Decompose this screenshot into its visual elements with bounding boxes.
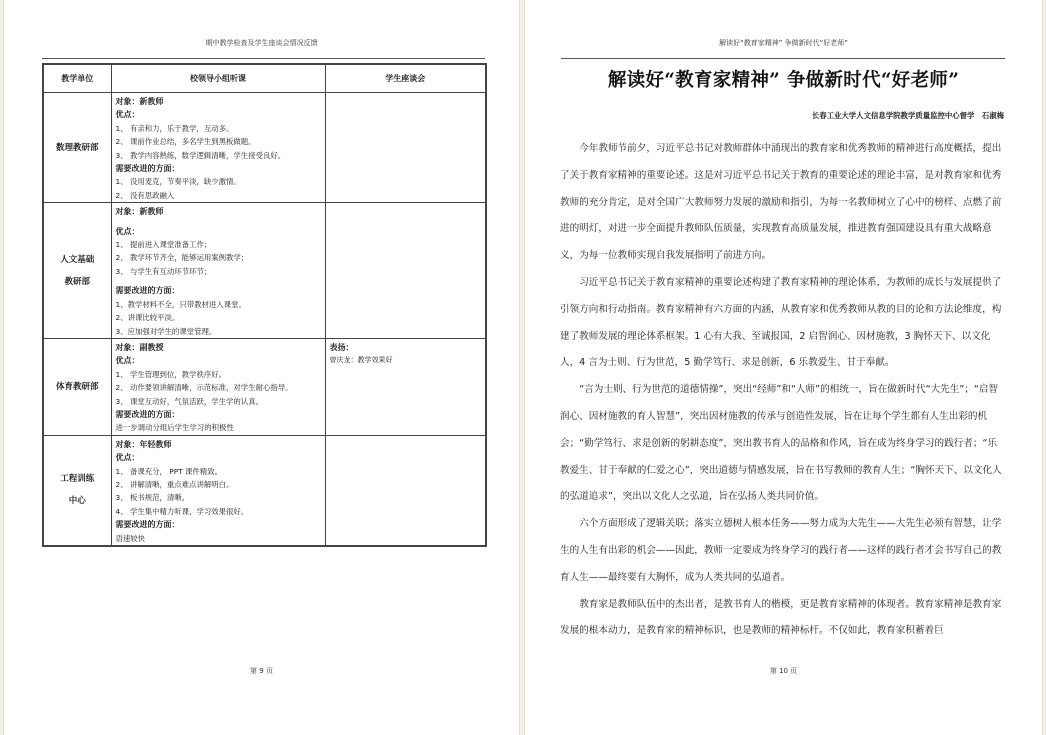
teaching-unit-name: 教研部	[64, 276, 90, 287]
article-paragraph: 六个方面形成了逻辑关联；落实立德树人根本任务——努力成为大先生——大先生必须有智慧，让学生的人生有出彩的机会——因此，教师一定要成为终身学习的践行者——这样的践行者才会书写自己的教育人生——最终要有大胸怀，成为人类共同的弘道者。	[560, 518, 1002, 583]
observation-target: 对象：副教授	[115, 342, 164, 352]
student-forum-cell	[325, 203, 486, 339]
teaching-unit-name: 数理教研部	[55, 142, 99, 153]
improvement-item: 进一步调动分组后学生学习的积极性	[115, 423, 234, 433]
teaching-unit-cell	[43, 93, 111, 203]
improvement-item: 2、讲课比较平淡。	[115, 313, 180, 323]
article-paragraph: 教育家是教师队伍中的杰出者，是教书育人的楷模，更是教育家精神的体现者。教育家精神是教育家发展的根本动力，是教育家的精神标识，也是教师的精神标杆。不仅如此，教育家积蓄着巨	[560, 598, 1002, 637]
lesson-observation-cell	[111, 93, 325, 203]
table-header-row	[43, 64, 486, 93]
improvement-item: 2、 没有思政融入	[115, 190, 175, 200]
strength-item: 2、 讲解清晰，重点难点讲解明白。	[115, 479, 234, 489]
improvements-label: 需要改进的方面：	[115, 409, 180, 419]
article-author: 长春工业大学人文信息学院教学质量监控中心督学 石淑梅	[811, 111, 1004, 120]
header-rule-right	[561, 58, 1005, 59]
observation-target: 对象：新教师	[115, 207, 164, 217]
article-paragraph: 习近平总书记关于教育家精神的重要论述构建了教育家精神的理论体系，为教师的成长与发展提供了引领方向和行动指南。教育家精神有六方面的内涵，从教育家和优秀教师从教的目的论和方法论维度，构建了教师发展的理论体系框架。1 心有大我、至诚报国，2 启智润心、因材施教，3 胸怀天下、以文化人，4 言为士则、行为世范，5 勤学笃行、求是创新，6 乐教爱生、甘于奉献。	[560, 276, 1002, 369]
improvement-item: 语速较快	[115, 533, 146, 543]
teaching-unit-cell	[43, 203, 111, 339]
student-forum-cell	[325, 93, 486, 203]
student-forum-cell	[325, 338, 486, 435]
teaching-unit-name: 中心	[68, 496, 86, 507]
observation-target: 对象：年轻教师	[115, 439, 172, 449]
table-row	[43, 93, 486, 203]
strength-item: 3、 教学内容熟练，数学逻辑清晰，学生接受良好。	[115, 150, 286, 160]
lesson-observation-cell	[111, 203, 325, 339]
teaching-unit-cell	[43, 435, 111, 546]
strength-item: 2、 动作要领讲解清晰，示范标准，对学生耐心指导。	[115, 383, 293, 393]
strength-item: 1、 提前进入课堂准备工作；	[115, 240, 212, 250]
improvements-label: 需要改进的方面：	[115, 520, 180, 530]
strength-item: 4、 学生集中精力听课，学习效果很好。	[115, 506, 249, 516]
table-row	[43, 435, 486, 546]
table-row	[43, 203, 486, 339]
strength-item: 1、 学生管理到位，教学秩序好。	[115, 369, 227, 379]
document-page-right	[525, 0, 1042, 735]
strength-item: 2、 课前作业总结，多名学生到黑板做题。	[115, 137, 256, 147]
page-number-left: 第 9 页	[250, 667, 273, 675]
document-page-left	[4, 0, 519, 735]
student-forum-cell	[325, 435, 486, 546]
column-header-unit: 教学单位	[43, 64, 111, 93]
improvement-item: 1、 没用麦克，节奏平淡，缺少激情。	[115, 177, 241, 187]
column-header-student-forum: 学生座谈会	[325, 64, 486, 93]
article-body	[560, 136, 1006, 645]
strength-item: 3、 与学生有互动环节环节；	[115, 266, 212, 276]
strength-item: 2、 教学环节齐全，能够运用案例教学；	[115, 253, 249, 263]
teaching-unit-name: 人文基础	[60, 254, 95, 265]
header-rule-left	[42, 58, 485, 59]
strength-item: 1、 有亲和力，乐于教学，互动多。	[115, 123, 234, 133]
improvements-label: 需要改进的方面：	[115, 286, 180, 296]
lesson-observation-cell	[111, 435, 325, 546]
article-paragraph: “言为士则、行为世范的道德情操”，突出“经师”和“人师”的相统一，旨在做新时代“大先生”；“启智润心、因材施教的育人智慧”，突出因材施教的传承与创造性发展，旨在让每个学生都有人生出彩的机会；“勤学笃行、求是创新的躬耕态度”，突出教书育人的品格和作风，旨在成为终身学习的践行者；“乐教爱生、甘于奉献的仁爱之心”，突出道德与情感发展，旨在书写教师的教育人生；“胸怀天下、以文化人的弘道追求”，突出以文化人之弘道，旨在弘扬人类共同价值。	[560, 384, 1002, 503]
strengths-label: 优点：	[115, 110, 140, 120]
running-head-left: 期中教学检查及学生座谈会情况反馈	[205, 39, 318, 47]
table-row	[43, 338, 486, 435]
teaching-unit-name: 工程训练	[60, 474, 95, 485]
page-number-right: 第 10 页	[769, 667, 798, 675]
praise-item: 曾庆龙：教学效果好	[329, 356, 393, 365]
praise-label: 表扬：	[329, 342, 354, 352]
strengths-label: 优点：	[115, 226, 140, 236]
teaching-unit-cell	[43, 338, 111, 435]
observation-target: 对象：新教师	[115, 97, 164, 106]
running-head-right: 解读好“教育家精神” 争做新时代“好老师”	[719, 39, 848, 47]
improvement-item: 1、教学材料不全，只带教材进入课堂。	[115, 299, 246, 309]
teaching-unit-name: 体育教研部	[55, 381, 99, 392]
strength-item: 3、 板书规范，清晰。	[115, 493, 190, 503]
article-title: 解读好“教育家精神” 争做新时代“好老师”	[607, 70, 960, 91]
feedback-table	[42, 63, 487, 547]
improvement-item: 3、应加强对学生的课堂管理。	[115, 326, 217, 336]
column-header-lesson-observation: 校领导小组听课	[111, 64, 325, 93]
article-paragraph: 今年教师节前夕，习近平总书记对教师群体中涌现出的教育家和优秀教师的精神进行高度概括，提出了关于教育家精神的重要论述。这是对习近平总书记关于教育的重要论述的理论丰富，是对教育家和优秀教师的充分肯定，是对全国广大教师努力发展的激励和指引，为每一名教师树立了心中的榜样、点燃了前进的明灯，对进一步全面提升教师队伍质量，实现教育高质量发展，推进教育强国建设具有重大战略意义，为每一位教师实现自我发展指明了前进方向。	[560, 143, 1002, 262]
lesson-observation-cell	[111, 338, 325, 435]
improvements-label: 需要改进的方面：	[115, 164, 180, 174]
strength-item: 1、 备课充分， PPT 课件精致。	[115, 466, 222, 476]
strengths-label: 优点：	[115, 356, 140, 366]
strengths-label: 优点：	[115, 453, 140, 463]
strength-item: 3、 课堂互动好，气氛活跃，学生学的认真。	[115, 396, 263, 406]
